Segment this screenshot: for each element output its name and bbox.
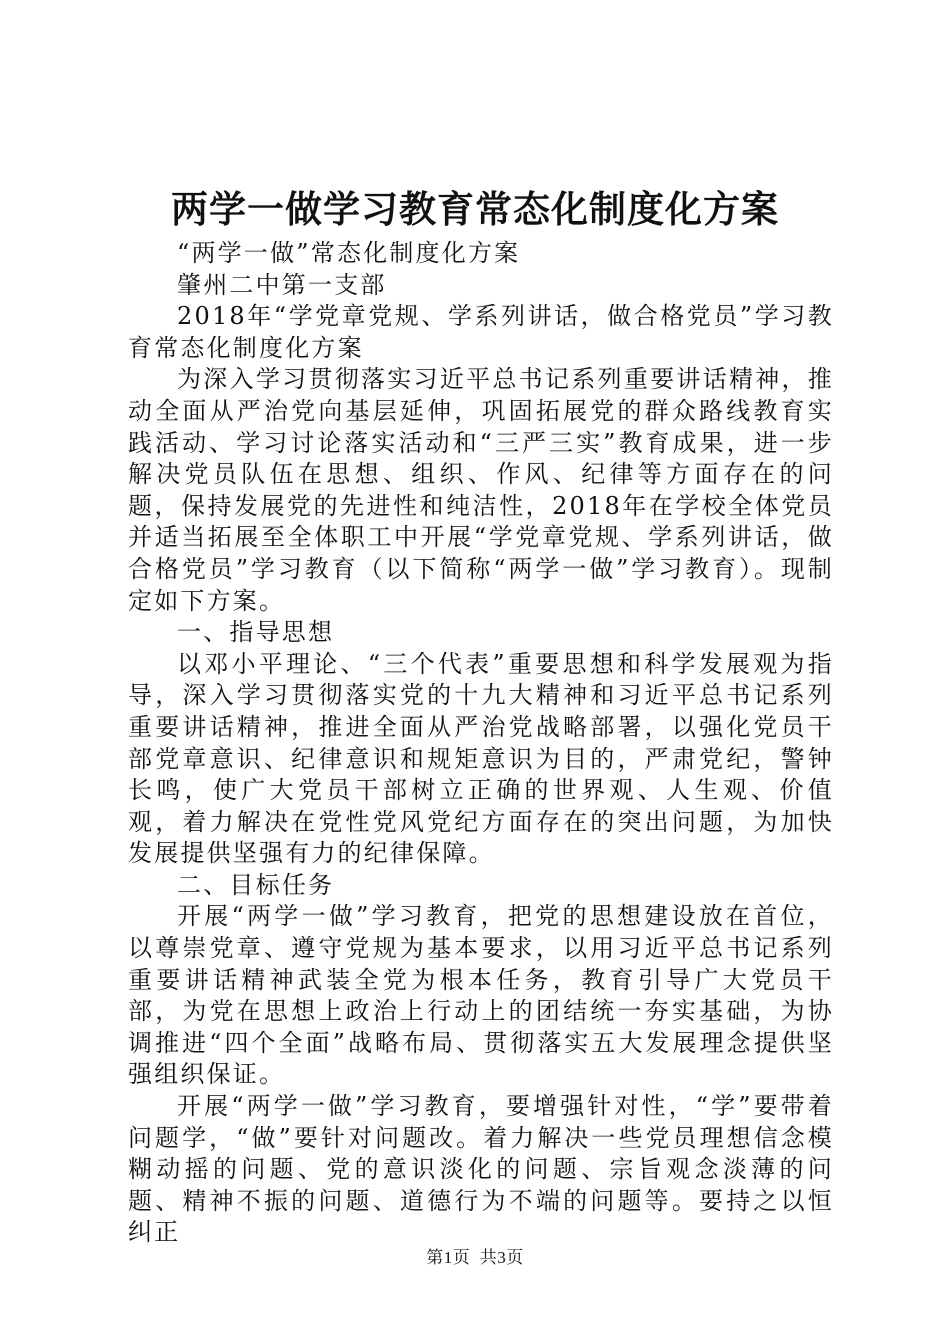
paragraph-goals-2: 开展“两学一做”学习教育，要增强针对性，“学”要带着问题学，“做”要针对问题改。着力解决一些党员理想信念模糊动摇的问题、党的意识淡化的问题、宗旨观念淡薄的问题、精神不振的问题、道德行为不端的问题等。要持之以恒纠正 (128, 1092, 834, 1247)
paragraph-guiding-thought: 以邓小平理论、“三个代表”重要思想和科学发展观为指导，深入学习贯彻落实党的十九大精神和习近平总书记系列重要讲话精神，推进全面从严治党战略部署，以强化党员干部党章意识、纪律意识和规矩意识为目的，严肃党纪，警钟长鸣，使广大党员干部树立正确的世界观、人生观、价值观，着力解决在党性党风党纪方面存在的突出问题，为加快发展提供坚强有力的纪律保障。 (128, 649, 834, 868)
paragraph-plan-name: 2018年“学党章党规、学系列讲话，做合格党员”学习教育常态化制度化方案 (128, 302, 834, 362)
paragraph-subtitle: “两学一做”常态化制度化方案 (177, 239, 521, 267)
paragraph-intro: 为深入学习贯彻落实习近平总书记系列重要讲话精神，推动全面从严治党向基层延伸，巩固拓展党的群众路线教育实践活动、学习讨论落实活动和“三严三实”教育成果，进一步解决党员队伍在思想、组织、作风、纪律等方面存在的问题，保持发展党的先进性和纯洁性，2018年在学校全体党员并适当拓展至全体职工中开展“学党章党规、学系列讲话，做合格党员”学习教育（以下简称“两学一做”学习教育）。现制定如下方案。 (128, 365, 834, 615)
page-number: 第1页 (426, 1248, 471, 1267)
document-body (128, 238, 834, 1249)
section-heading-goals: 二、目标任务 (177, 870, 335, 899)
section-heading-guiding-thought: 一、指导思想 (177, 618, 335, 647)
page-total: 共3页 (479, 1248, 524, 1267)
document-title: 两学一做学习教育常态化制度化方案 (171, 187, 779, 231)
paragraph-organization: 肇州二中第一支部 (177, 270, 387, 299)
paragraph-goals-1: 开展“两学一做”学习教育，把党的思想建设放在首位，以尊崇党章、遵守党规为基本要求，以用习近平总书记系列重要讲话精神武装全党为根本任务，教育引导广大党员干部，为党在思想上政治上行动上的团结统一夯实基础，为协调推进“四个全面”战略布局、贯彻落实五大发展理念提供坚强组织保证。 (128, 902, 834, 1089)
page-footer (0, 1243, 950, 1268)
